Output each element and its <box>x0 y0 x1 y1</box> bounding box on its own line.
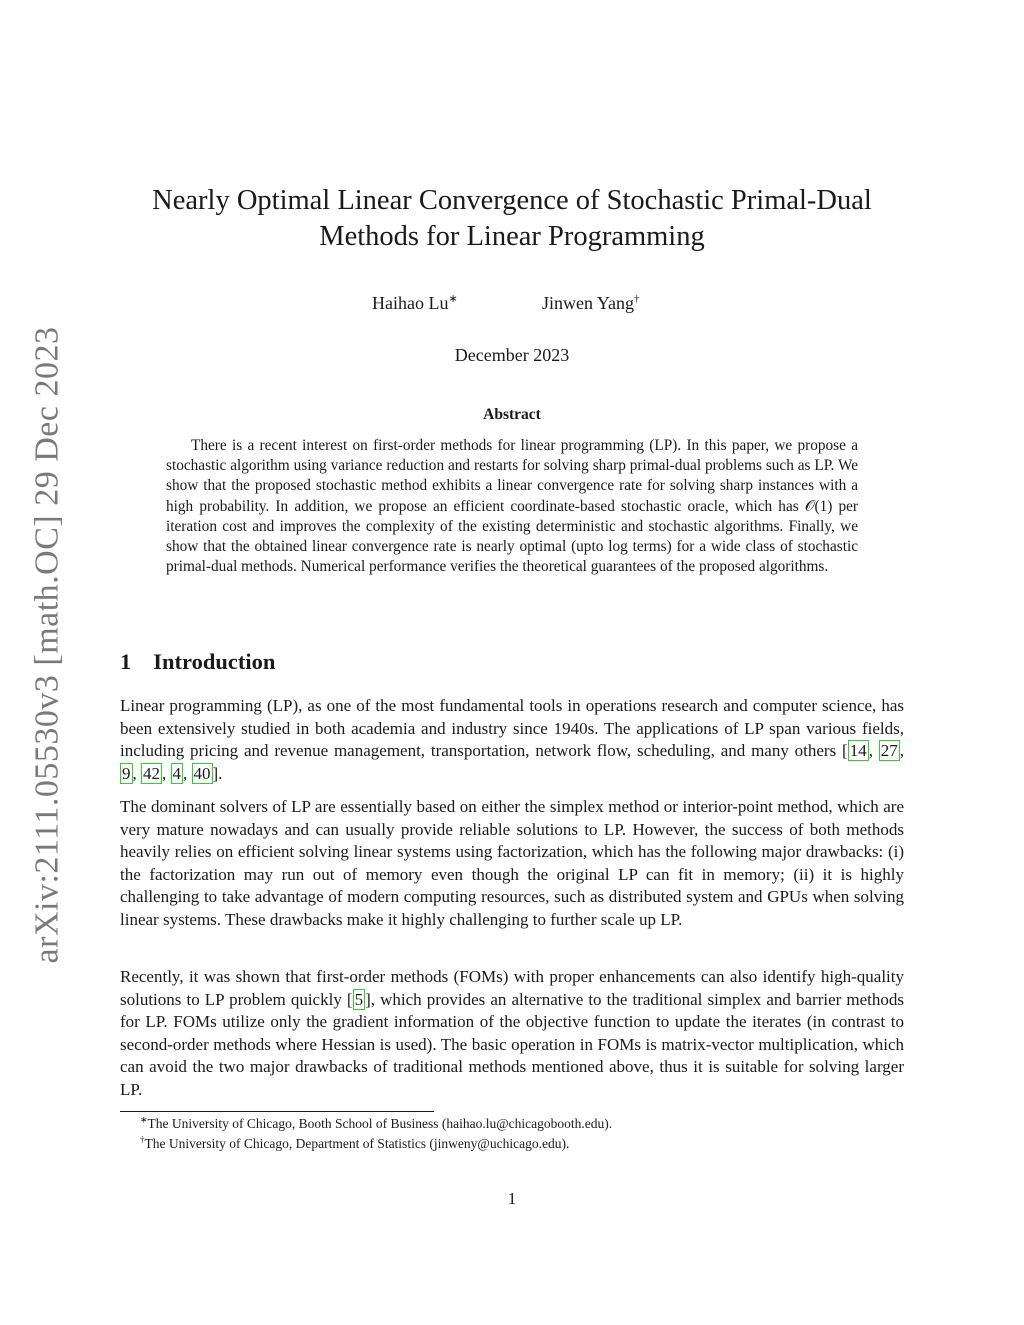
paragraph-text: Linear programming (LP), as one of the most fundamental tools in operations research and computer science, has been extensively studied in both academia and industry since 1940s. The applications of LP span various fields, including pricing and revenue management, transportation, network flow, scheduling, and many others <box>120 696 904 760</box>
paragraph-text: Recently, it was shown that first-order methods (FOMs) with proper enhancements can also identify high-quality solutions to LP problem quickly <box>120 967 904 1009</box>
footnote-text: The University of Chicago, Booth School of Business (haihao.lu@chicagobooth.edu). <box>147 1116 613 1131</box>
author-list <box>0 293 1024 317</box>
paragraph-tail: . <box>218 763 223 783</box>
footnote-2 <box>140 1136 569 1152</box>
footnote-divider <box>120 1111 434 1112</box>
abstract-text: There is a recent interest on first-order methods for linear programming (LP). In this paper, we propose a stochastic algorithm using variance reduction and restarts for solving sharp primal-dual problems such as LP. We show that the proposed stochastic method exhibits a linear convergence rate for solving sharp instances with a high probability. In addition, we propose an efficient coordinate-based stochastic oracle, which has 𝒪(1) per iteration cost and improves the complexity of the existing deterministic and stochastic algorithms. Finally, we show that the obtained linear convergence rate is nearly optimal (upto log terms) for a wide class of stochastic primal-dual methods. Numerical performance verifies the theoretical guarantees of the proposed algorithms. <box>166 437 858 576</box>
arxiv-identifier <box>22 326 72 964</box>
citation-link[interactable]: 27 <box>880 741 898 760</box>
footnote-1 <box>140 1116 612 1132</box>
footnote-mark: ∗ <box>140 1114 148 1125</box>
author-name: Haihao Lu <box>372 293 449 313</box>
citation-link[interactable]: 14 <box>849 741 867 760</box>
author-name: Jinwen Yang <box>542 293 635 313</box>
footnote-text: The University of Chicago, Department of Statistics (jinweny@uchicago.edu). <box>144 1136 570 1151</box>
intro-paragraph-3: Recently, it was shown that first-order methods (FOMs) with proper enhancements can also identify high-quality solutions to LP problem quickly [ 5 ], which provides an alternative to the traditional simplex and barrier methods for LP. FOMs utilize only the gradient information of the objective function to update the iterates (in contrast to second-order methods where Hessian is used). The basic operation in FOMs is matrix-vector multiplication, which can avoid the two major drawbacks of traditional methods mentioned above, thus it is suitable for solving larger LP. <box>120 967 904 1099</box>
section-number: 1 <box>120 649 132 674</box>
intro-paragraph-2: The dominant solvers of LP are essentially based on either the simplex method or interior-point method, which are very mature nowadays and can usually provide reliable solutions to LP. However, the success of both methods heavily relies on efficient solving linear systems using factorization, which has the following major drawbacks: (i) the factorization may run out of memory even though the original LP can fit in memory; (ii) it is highly challenging to take advantage of modern computing resources, such as distributed system and GPUs when solving linear systems. These drawbacks make it highly challenging to further scale up LP. <box>120 797 904 929</box>
citation-link[interactable]: 4 <box>172 763 181 783</box>
section-heading-introduction <box>120 649 275 675</box>
author-jinwen-yang <box>542 293 640 314</box>
abstract-heading: Abstract <box>483 406 541 423</box>
intro-paragraph-1: Linear programming (LP), as one of the most fundamental tools in operations research and computer science, has been extensively studied in both academia and industry since 1940s. The applications of LP span various fields, including pricing and revenue management, transportation, network flow, scheduling, and many others [ 14 , 27 , 9 , 42 , 4 , 40 ]. <box>120 696 904 783</box>
footnote-mark: † <box>140 1134 145 1145</box>
arxiv-identifier-text: arXiv:2111.05530v3 [math.OC] 29 Dec 2023 <box>28 326 65 964</box>
citation-link[interactable]: 9 <box>122 763 131 783</box>
section-title: Introduction <box>153 649 276 674</box>
publication-date: December 2023 <box>454 345 570 365</box>
author-footnote-mark[interactable]: ∗ <box>448 293 458 305</box>
author-footnote-mark[interactable]: † <box>634 293 640 305</box>
author-haihao-lu <box>372 293 458 314</box>
citation-link[interactable]: 40 <box>193 763 211 783</box>
citation-link[interactable]: 5 <box>354 989 364 1009</box>
page-number: 1 <box>507 1189 517 1208</box>
paper-title: Nearly Optimal Linear Convergence of Stochastic Primal-Dual Methods for Linear Programming <box>152 185 872 252</box>
paragraph-text: , which provides an alternative to the traditional simplex and barrier methods for LP. FOMs utilize only the gradient information of the objective function to update the iterates (in contrast to second-order methods where Hessian is used). The basic operation in FOMs is matrix-vector multiplication, which can avoid the two major drawbacks of traditional methods mentioned above, thus it is suitable for solving larger LP. <box>120 989 904 1099</box>
citation-link[interactable]: 42 <box>143 763 160 783</box>
